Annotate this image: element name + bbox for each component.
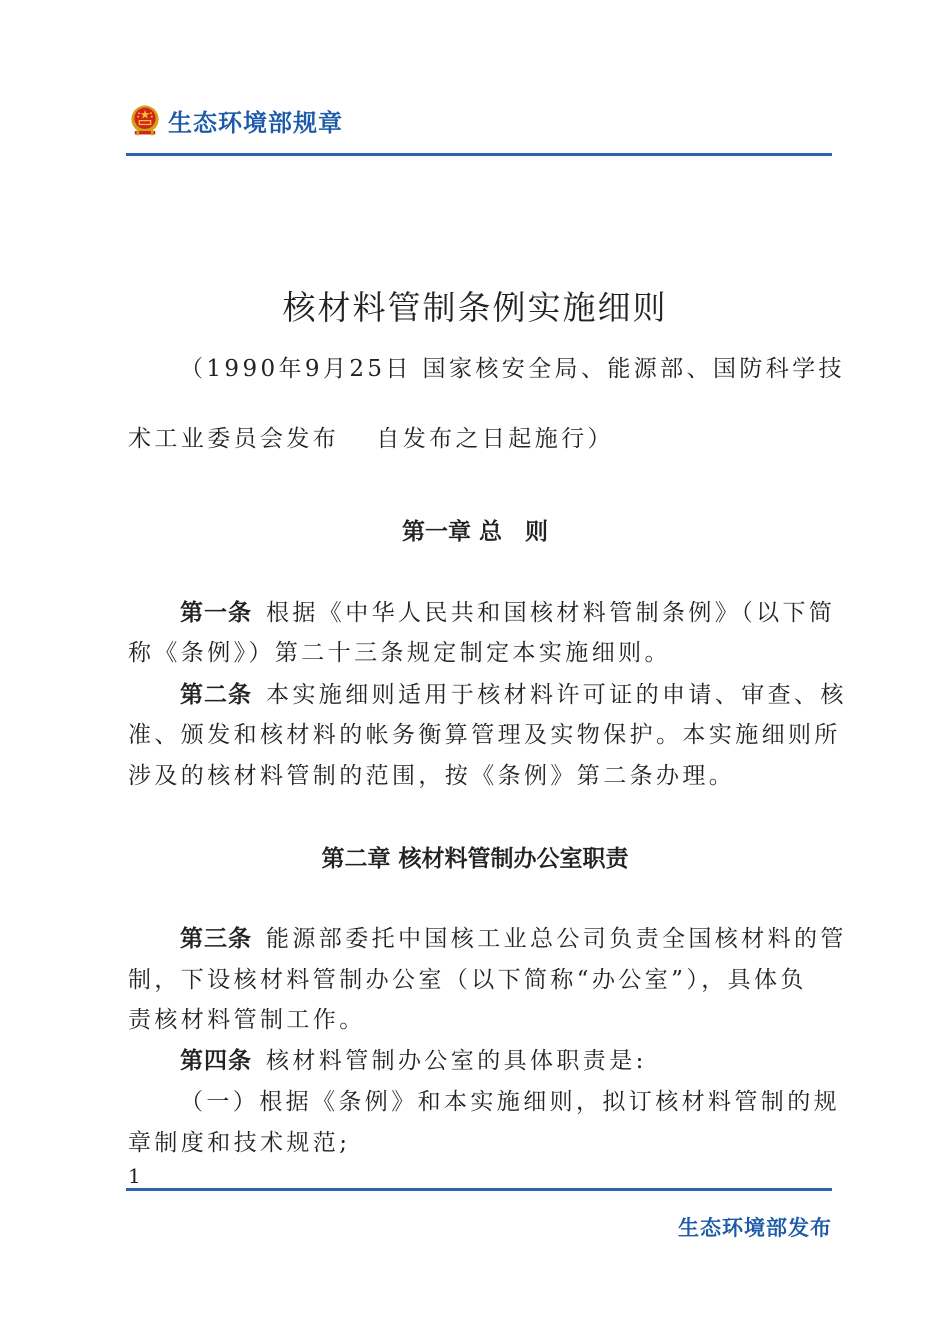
article-1-line bbox=[128, 594, 884, 627]
article-3-line: 责核材料管制工作。 bbox=[128, 1007, 366, 1033]
document-title: 核材料管制条例实施细则 bbox=[282, 288, 668, 327]
page-number: 1 bbox=[128, 1164, 141, 1188]
article-3-line bbox=[128, 920, 884, 953]
header-title: 生态环境部规章 bbox=[168, 108, 343, 137]
footer-divider bbox=[126, 1188, 832, 1191]
page-header bbox=[128, 98, 343, 142]
article-4-line: 章制度和技术规范; bbox=[128, 1130, 351, 1156]
article-4-line bbox=[128, 1042, 884, 1075]
article-text: 能源部委托中国核工业总公司负责全国核材料的管 bbox=[266, 926, 847, 952]
article-text: 核材料管制办公室的具体职责是: bbox=[266, 1048, 647, 1074]
article-2-line: 准、颁发和核材料的帐务衡算管理及实物保护。本实施细则所 bbox=[128, 722, 841, 748]
article-label: 第二条 bbox=[180, 682, 252, 708]
article-1-line: 称《条例》）第二十三条规定制定本实施细则。 bbox=[128, 640, 671, 666]
chapter-heading: 第二章 核材料管制办公室职责 bbox=[321, 846, 629, 872]
article-label: 第四条 bbox=[180, 1048, 252, 1074]
national-emblem-icon bbox=[128, 103, 162, 137]
article-text: 根据《中华人民共和国核材料管制条例》（以下简 bbox=[266, 600, 836, 626]
article-4-line: （一）根据《条例》和本实施细则，拟订核材料管制的规 bbox=[180, 1089, 840, 1115]
issuance-line: 术工业委员会发布 自发布之日起施行） bbox=[128, 426, 614, 452]
footer-publisher: 生态环境部发布 bbox=[678, 1216, 832, 1240]
chapter-heading: 第一章 总 则 bbox=[401, 519, 548, 545]
issuance-line: （1990年9月25日 国家核安全局、能源部、国防科学技 bbox=[180, 356, 845, 382]
article-label: 第一条 bbox=[180, 600, 252, 626]
article-2-line bbox=[128, 676, 884, 709]
article-text: 本实施细则适用于核材料许可证的申请、审查、核 bbox=[266, 682, 847, 708]
header-divider bbox=[126, 153, 832, 156]
article-label: 第三条 bbox=[180, 926, 252, 952]
article-3-line: 制，下设核材料管制办公室（以下简称“办公室”），具体负 bbox=[128, 967, 807, 993]
article-2-line: 涉及的核材料管制的范围，按《条例》第二条办理。 bbox=[128, 763, 736, 789]
